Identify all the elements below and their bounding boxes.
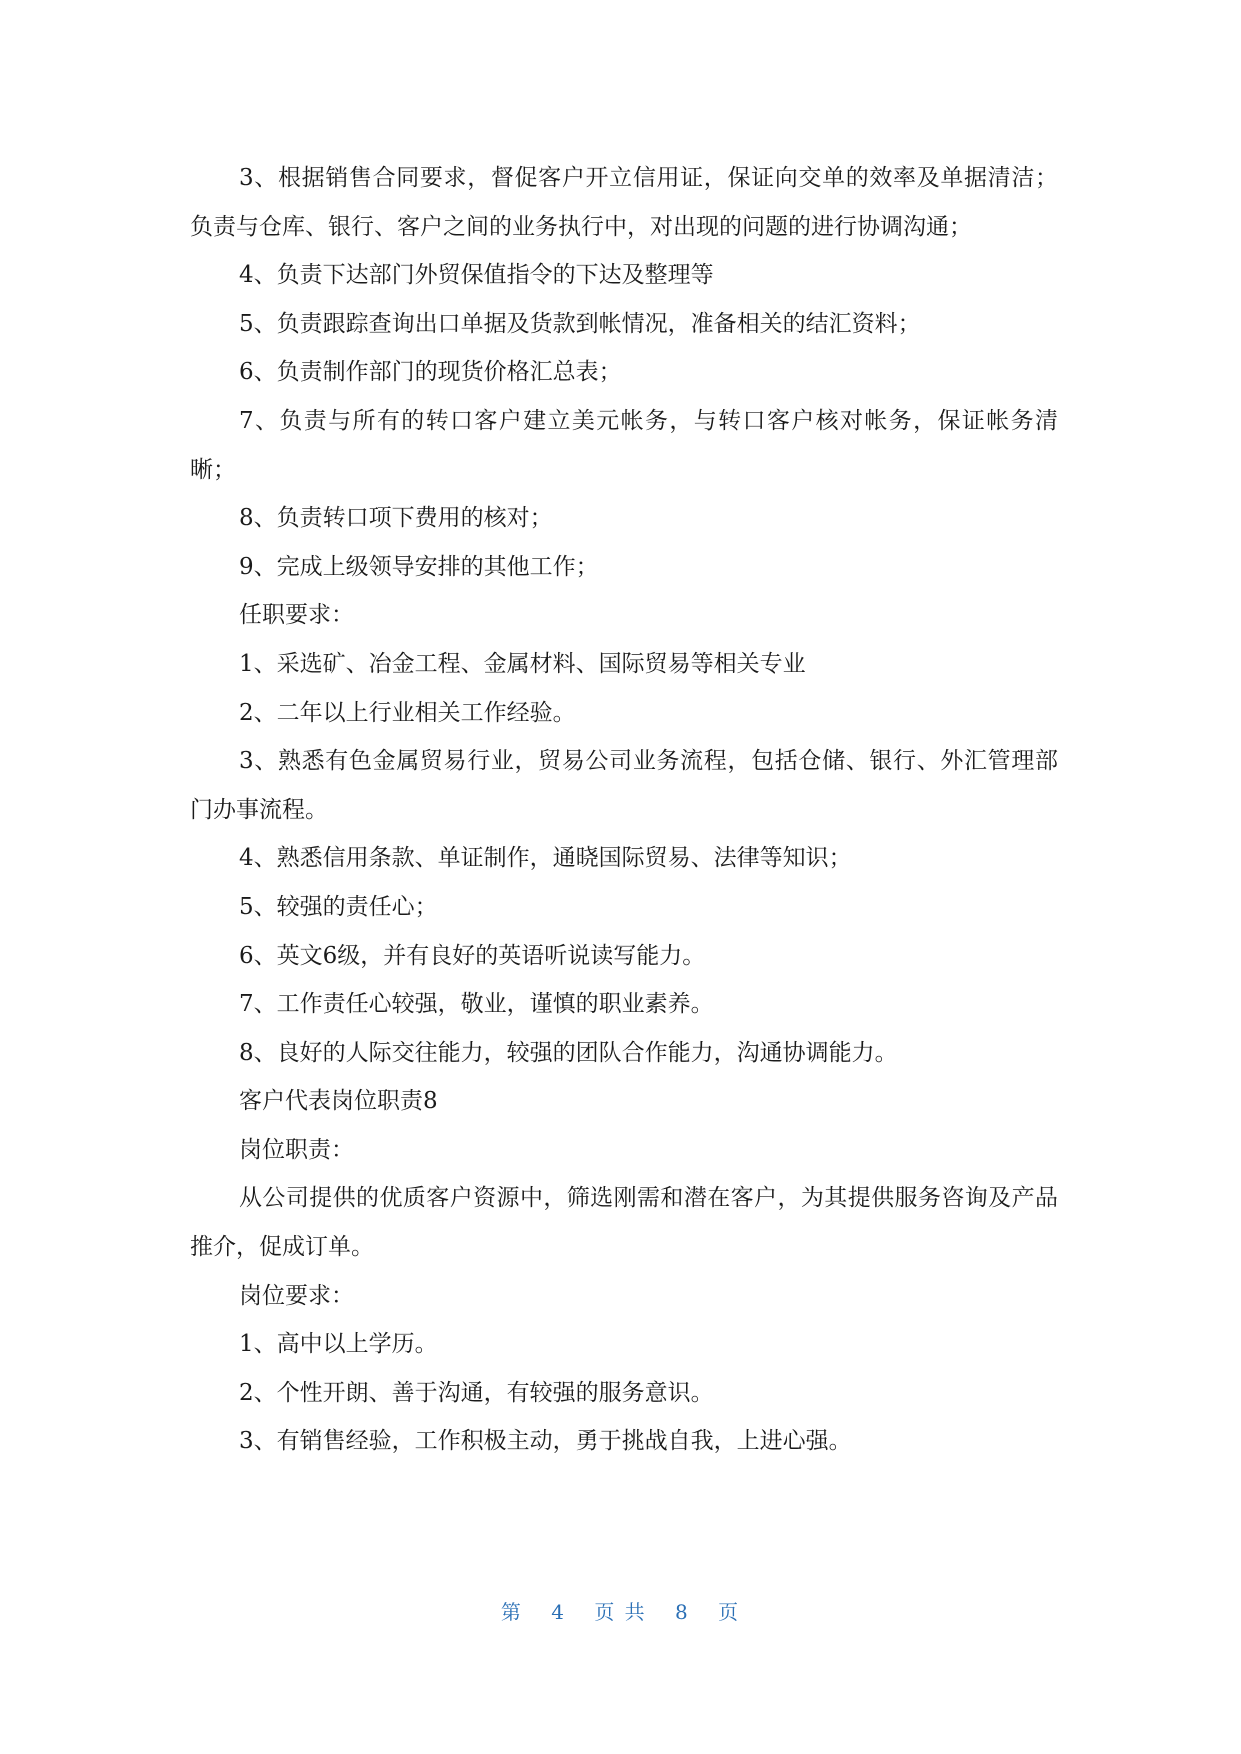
paragraph: 4、熟悉信用条款、单证制作，通晓国际贸易、法律等知识； [239, 845, 852, 872]
section-title: 客户代表岗位职责8 [239, 1088, 438, 1115]
footer-total-pages: 8 [675, 1600, 690, 1624]
footer-middle: 页 共 [594, 1600, 647, 1624]
page-footer [0, 1596, 1241, 1625]
paragraph: 3、熟悉有色金属贸易行业，贸易公司业务流程，包括仓储、银行、外汇管理部门办事流程。 [190, 748, 1058, 823]
paragraph: 从公司提供的优质客户资源中，筛选刚需和潜在客户，为其提供服务咨询及产品推介，促成订单。 [190, 1185, 1058, 1261]
paragraph: 3、有销售经验，工作积极主动，勇于挑战自我，上进心强。 [239, 1428, 852, 1455]
paragraph: 5、较强的责任心； [239, 893, 438, 920]
paragraph: 5、负责跟踪查询出口单据及货款到帐情况，准备相关的结汇资料； [239, 310, 921, 337]
footer-suffix: 页 [718, 1600, 741, 1624]
footer-current-page: 4 [551, 1600, 566, 1624]
footer-prefix: 第 [500, 1600, 523, 1624]
paragraph: 6、英文6级，并有良好的英语听说读写能力。 [239, 942, 706, 969]
paragraph: 9、完成上级领导安排的其他工作； [239, 553, 599, 580]
paragraph: 7、工作责任心较强，敬业，谨慎的职业素养。 [239, 991, 714, 1018]
paragraph: 2、二年以上行业相关工作经验。 [239, 699, 576, 726]
section-heading: 岗位职责： [239, 1136, 354, 1163]
paragraph: 1、高中以上学历。 [239, 1331, 438, 1358]
section-heading: 任职要求： [239, 602, 354, 629]
paragraph: 3、根据销售合同要求，督促客户开立信用证，保证向交单的效率及单据清洁；负责与仓库、银行、客户之间的业务执行中，对出现的问题的进行协调沟通； [190, 165, 1058, 240]
paragraph: 8、良好的人际交往能力，较强的团队合作能力，沟通协调能力。 [239, 1039, 898, 1066]
paragraph: 7、负责与所有的转口客户建立美元帐务，与转口客户核对帐务，保证帐务清晰； [190, 407, 1058, 483]
paragraph: 1、采选矿、冶金工程、金属材料、国际贸易等相关专业 [239, 650, 806, 677]
paragraph: 2、个性开朗、善于沟通，有较强的服务意识。 [239, 1379, 714, 1406]
paragraph: 8、负责转口项下费用的核对； [239, 505, 553, 532]
document-body [190, 154, 1058, 1466]
paragraph: 6、负责制作部门的现货价格汇总表； [239, 359, 622, 386]
section-heading: 岗位要求： [239, 1282, 354, 1309]
paragraph: 4、负责下达部门外贸保值指令的下达及整理等 [239, 262, 714, 289]
